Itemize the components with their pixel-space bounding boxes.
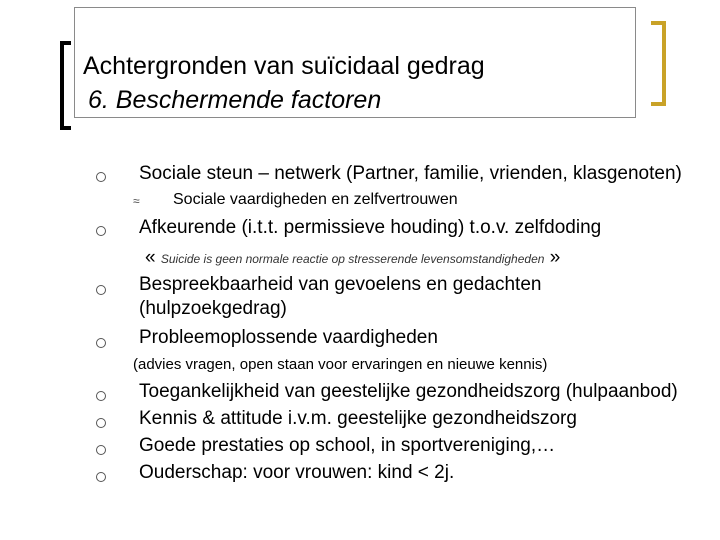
bullet-item-discussability-cont: (hulpzoekgedrag) xyxy=(139,298,287,319)
bullet-item-good-performance: Goede prestaties op school, in sportvereniging,… xyxy=(139,435,556,456)
bullet-item-social-support: Sociale steun – netwerk (Partner, familie, vrienden, klasgenoten) xyxy=(139,163,682,184)
bullet-item-problem-solving: Probleemoplossende vaardigheden xyxy=(139,327,438,348)
bullet-circle-icon xyxy=(96,226,106,236)
bullet-item-knowledge-attitude: Kennis & attitude i.v.m. geestelijke gezondheidszorg xyxy=(139,408,577,429)
bullet-circle-icon xyxy=(96,391,106,401)
slide-title: Achtergronden van suïcidaal gedrag xyxy=(83,52,485,80)
bullet-circle-icon xyxy=(96,472,106,482)
bullet-circle-icon xyxy=(96,418,106,428)
bullet-circle-icon xyxy=(96,338,106,348)
bullet-item-accessibility: Toegankelijkheid van geestelijke gezondheidszorg (hulpaanbod) xyxy=(139,381,678,402)
right-bracket-decoration xyxy=(651,21,666,106)
approx-marker-icon: ≈ xyxy=(133,194,140,208)
bullet-circle-icon xyxy=(96,285,106,295)
bullet-item-parenthood: Ouderschap: voor vrouwen: kind < 2j. xyxy=(139,462,455,483)
bullet-circle-icon xyxy=(96,172,106,182)
quote-note xyxy=(145,247,560,269)
bullet-item-discussability: Bespreekbaarheid van gevoelens en gedachten xyxy=(139,274,542,295)
quote-note-text: Suicide is geen normale reactie op stresserende levensomstandigheden xyxy=(160,252,545,266)
quote-close: » xyxy=(549,247,561,268)
slide-subtitle: 6. Beschermende factoren xyxy=(88,86,382,114)
sub-item-social-skills: Sociale vaardigheden en zelfvertrouwen xyxy=(173,191,458,208)
problem-solving-note: (advies vragen, open staan voor ervaringen en nieuwe kennis) xyxy=(133,356,548,373)
bullet-item-disapproving-attitude: Afkeurende (i.t.t. permissieve houding) t.o.v. zelfdoding xyxy=(139,217,602,238)
left-bracket-decoration xyxy=(60,41,71,130)
quote-open: « xyxy=(145,247,156,268)
bullet-circle-icon xyxy=(96,445,106,455)
